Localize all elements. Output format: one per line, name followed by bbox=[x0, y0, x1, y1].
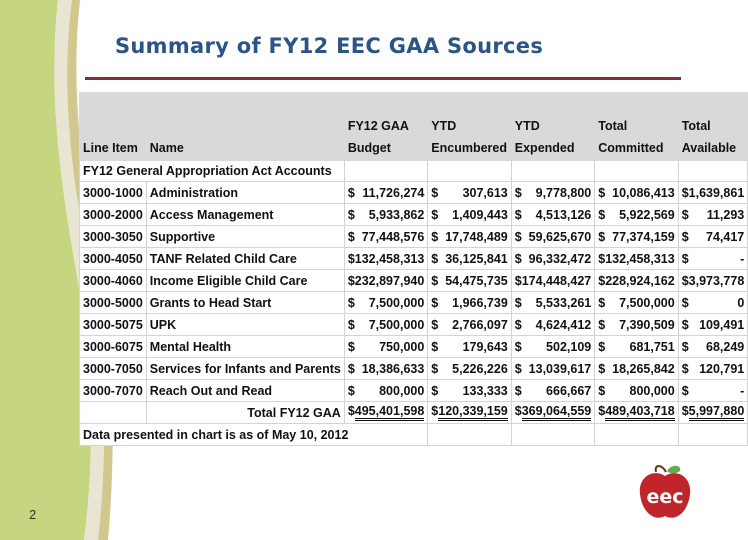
table-row bbox=[80, 358, 748, 380]
section-label: FY12 General Appropriation Act Accounts bbox=[80, 161, 345, 182]
encumbered-cell: $ 179,643 bbox=[428, 336, 511, 358]
table-row bbox=[80, 314, 748, 336]
title-rule bbox=[85, 77, 681, 80]
page-number: 2 bbox=[29, 507, 37, 522]
budget-cell: $ 800,000 bbox=[344, 380, 427, 402]
name-cell: Administration bbox=[146, 182, 344, 204]
expended-cell: $ 4,624,412 bbox=[511, 314, 594, 336]
budget-cell: $ 132,458,313 bbox=[344, 248, 427, 270]
line-item-cell: 3000-3050 bbox=[80, 226, 147, 248]
budget-cell: $ 11,726,274 bbox=[344, 182, 427, 204]
table-header-row bbox=[80, 93, 748, 161]
line-item-cell: 3000-7070 bbox=[80, 380, 147, 402]
svg-text:eec: eec bbox=[646, 486, 684, 508]
name-cell: UPK bbox=[146, 314, 344, 336]
table-row bbox=[80, 182, 748, 204]
line-item-cell: 3000-2000 bbox=[80, 204, 147, 226]
table-body bbox=[80, 182, 748, 402]
name-cell: Services for Infants and Parents bbox=[146, 358, 344, 380]
budget-cell: $ 77,448,576 bbox=[344, 226, 427, 248]
encumbered-cell: $ 36,125,841 bbox=[428, 248, 511, 270]
line-item-cell: 3000-5075 bbox=[80, 314, 147, 336]
committed-cell: $ 132,458,313 bbox=[595, 248, 678, 270]
table-row bbox=[80, 204, 748, 226]
eec-logo bbox=[636, 462, 694, 522]
encumbered-cell: $ 17,748,489 bbox=[428, 226, 511, 248]
expended-cell: $ 4,513,126 bbox=[511, 204, 594, 226]
name-cell: Supportive bbox=[146, 226, 344, 248]
budget-cell: $ 7,500,000 bbox=[344, 292, 427, 314]
encumbered-cell: $ 133,333 bbox=[428, 380, 511, 402]
table-row bbox=[80, 226, 748, 248]
expended-cell: $ 59,625,670 bbox=[511, 226, 594, 248]
header-budget: FY12 GAA Budget bbox=[344, 93, 427, 161]
committed-cell: $ 10,086,413 bbox=[595, 182, 678, 204]
total-expended: 369,064,559 bbox=[522, 404, 592, 421]
budget-cell: $ 750,000 bbox=[344, 336, 427, 358]
header-name: Name bbox=[146, 93, 344, 161]
name-cell: TANF Related Child Care bbox=[146, 248, 344, 270]
available-cell: $ - bbox=[678, 380, 748, 402]
gaa-sources-table bbox=[79, 92, 748, 446]
budget-cell: $ 18,386,633 bbox=[344, 358, 427, 380]
committed-cell: $ 7,500,000 bbox=[595, 292, 678, 314]
header-encumbered: YTD Encumbered bbox=[428, 93, 511, 161]
header-line-item: Line Item bbox=[80, 93, 147, 161]
total-committed: 489,403,718 bbox=[605, 404, 675, 421]
available-cell: $ 120,791 bbox=[678, 358, 748, 380]
available-cell: $ 1,639,861 bbox=[678, 182, 748, 204]
table-row bbox=[80, 248, 748, 270]
total-encumbered: 120,339,159 bbox=[438, 404, 508, 421]
line-item-cell: 3000-5000 bbox=[80, 292, 147, 314]
committed-cell: $ 800,000 bbox=[595, 380, 678, 402]
committed-cell: $ 18,265,842 bbox=[595, 358, 678, 380]
expended-cell: $ 174,448,427 bbox=[511, 270, 594, 292]
total-budget: 495,401,598 bbox=[355, 404, 425, 421]
available-cell: $ 0 bbox=[678, 292, 748, 314]
header-available: Total Available bbox=[678, 93, 748, 161]
available-cell: $ 74,417 bbox=[678, 226, 748, 248]
committed-cell: $ 7,390,509 bbox=[595, 314, 678, 336]
line-item-cell: 3000-4060 bbox=[80, 270, 147, 292]
encumbered-cell: $ 2,766,097 bbox=[428, 314, 511, 336]
total-available: 5,997,880 bbox=[689, 404, 745, 421]
expended-cell: $ 666,667 bbox=[511, 380, 594, 402]
total-row: Total FY12 GAA $ 495,401,598 $ 120,339,159 $ 369,064,559 $ 489,403,718 $ 5,997,880 bbox=[80, 402, 748, 424]
table-row bbox=[80, 292, 748, 314]
expended-cell: $ 502,109 bbox=[511, 336, 594, 358]
header-committed: Total Committed bbox=[595, 93, 678, 161]
budget-cell: $ 7,500,000 bbox=[344, 314, 427, 336]
available-cell: $ - bbox=[678, 248, 748, 270]
committed-cell: $ 228,924,162 bbox=[595, 270, 678, 292]
header-expended: YTD Expended bbox=[511, 93, 594, 161]
section-row bbox=[80, 161, 748, 182]
available-cell: $ 68,249 bbox=[678, 336, 748, 358]
budget-cell: $ 5,933,862 bbox=[344, 204, 427, 226]
available-cell: $ 3,973,778 bbox=[678, 270, 748, 292]
name-cell: Grants to Head Start bbox=[146, 292, 344, 314]
encumbered-cell: $ 5,226,226 bbox=[428, 358, 511, 380]
available-cell: $ 11,293 bbox=[678, 204, 748, 226]
encumbered-cell: $ 1,409,443 bbox=[428, 204, 511, 226]
table-row bbox=[80, 336, 748, 358]
committed-cell: $ 77,374,159 bbox=[595, 226, 678, 248]
committed-cell: $ 5,922,569 bbox=[595, 204, 678, 226]
encumbered-cell: $ 307,613 bbox=[428, 182, 511, 204]
encumbered-cell: $ 1,966,739 bbox=[428, 292, 511, 314]
budget-cell: $ 232,897,940 bbox=[344, 270, 427, 292]
committed-cell: $ 681,751 bbox=[595, 336, 678, 358]
page-title: Summary of FY12 EEC GAA Sources bbox=[115, 34, 544, 58]
line-item-cell: 3000-1000 bbox=[80, 182, 147, 204]
name-cell: Access Management bbox=[146, 204, 344, 226]
expended-cell: $ 96,332,472 bbox=[511, 248, 594, 270]
table-row bbox=[80, 270, 748, 292]
expended-cell: $ 5,533,261 bbox=[511, 292, 594, 314]
expended-cell: $ 9,778,800 bbox=[511, 182, 594, 204]
footnote: Data presented in chart is as of May 10, 2012 bbox=[80, 424, 428, 446]
line-item-cell: 3000-6075 bbox=[80, 336, 147, 358]
available-cell: $ 109,491 bbox=[678, 314, 748, 336]
footnote-row bbox=[80, 424, 748, 446]
encumbered-cell: $ 54,475,735 bbox=[428, 270, 511, 292]
name-cell: Mental Health bbox=[146, 336, 344, 358]
line-item-cell: 3000-7050 bbox=[80, 358, 147, 380]
name-cell: Reach Out and Read bbox=[146, 380, 344, 402]
total-label: Total FY12 GAA bbox=[146, 402, 344, 424]
line-item-cell: 3000-4050 bbox=[80, 248, 147, 270]
name-cell: Income Eligible Child Care bbox=[146, 270, 344, 292]
expended-cell: $ 13,039,617 bbox=[511, 358, 594, 380]
table-row bbox=[80, 380, 748, 402]
